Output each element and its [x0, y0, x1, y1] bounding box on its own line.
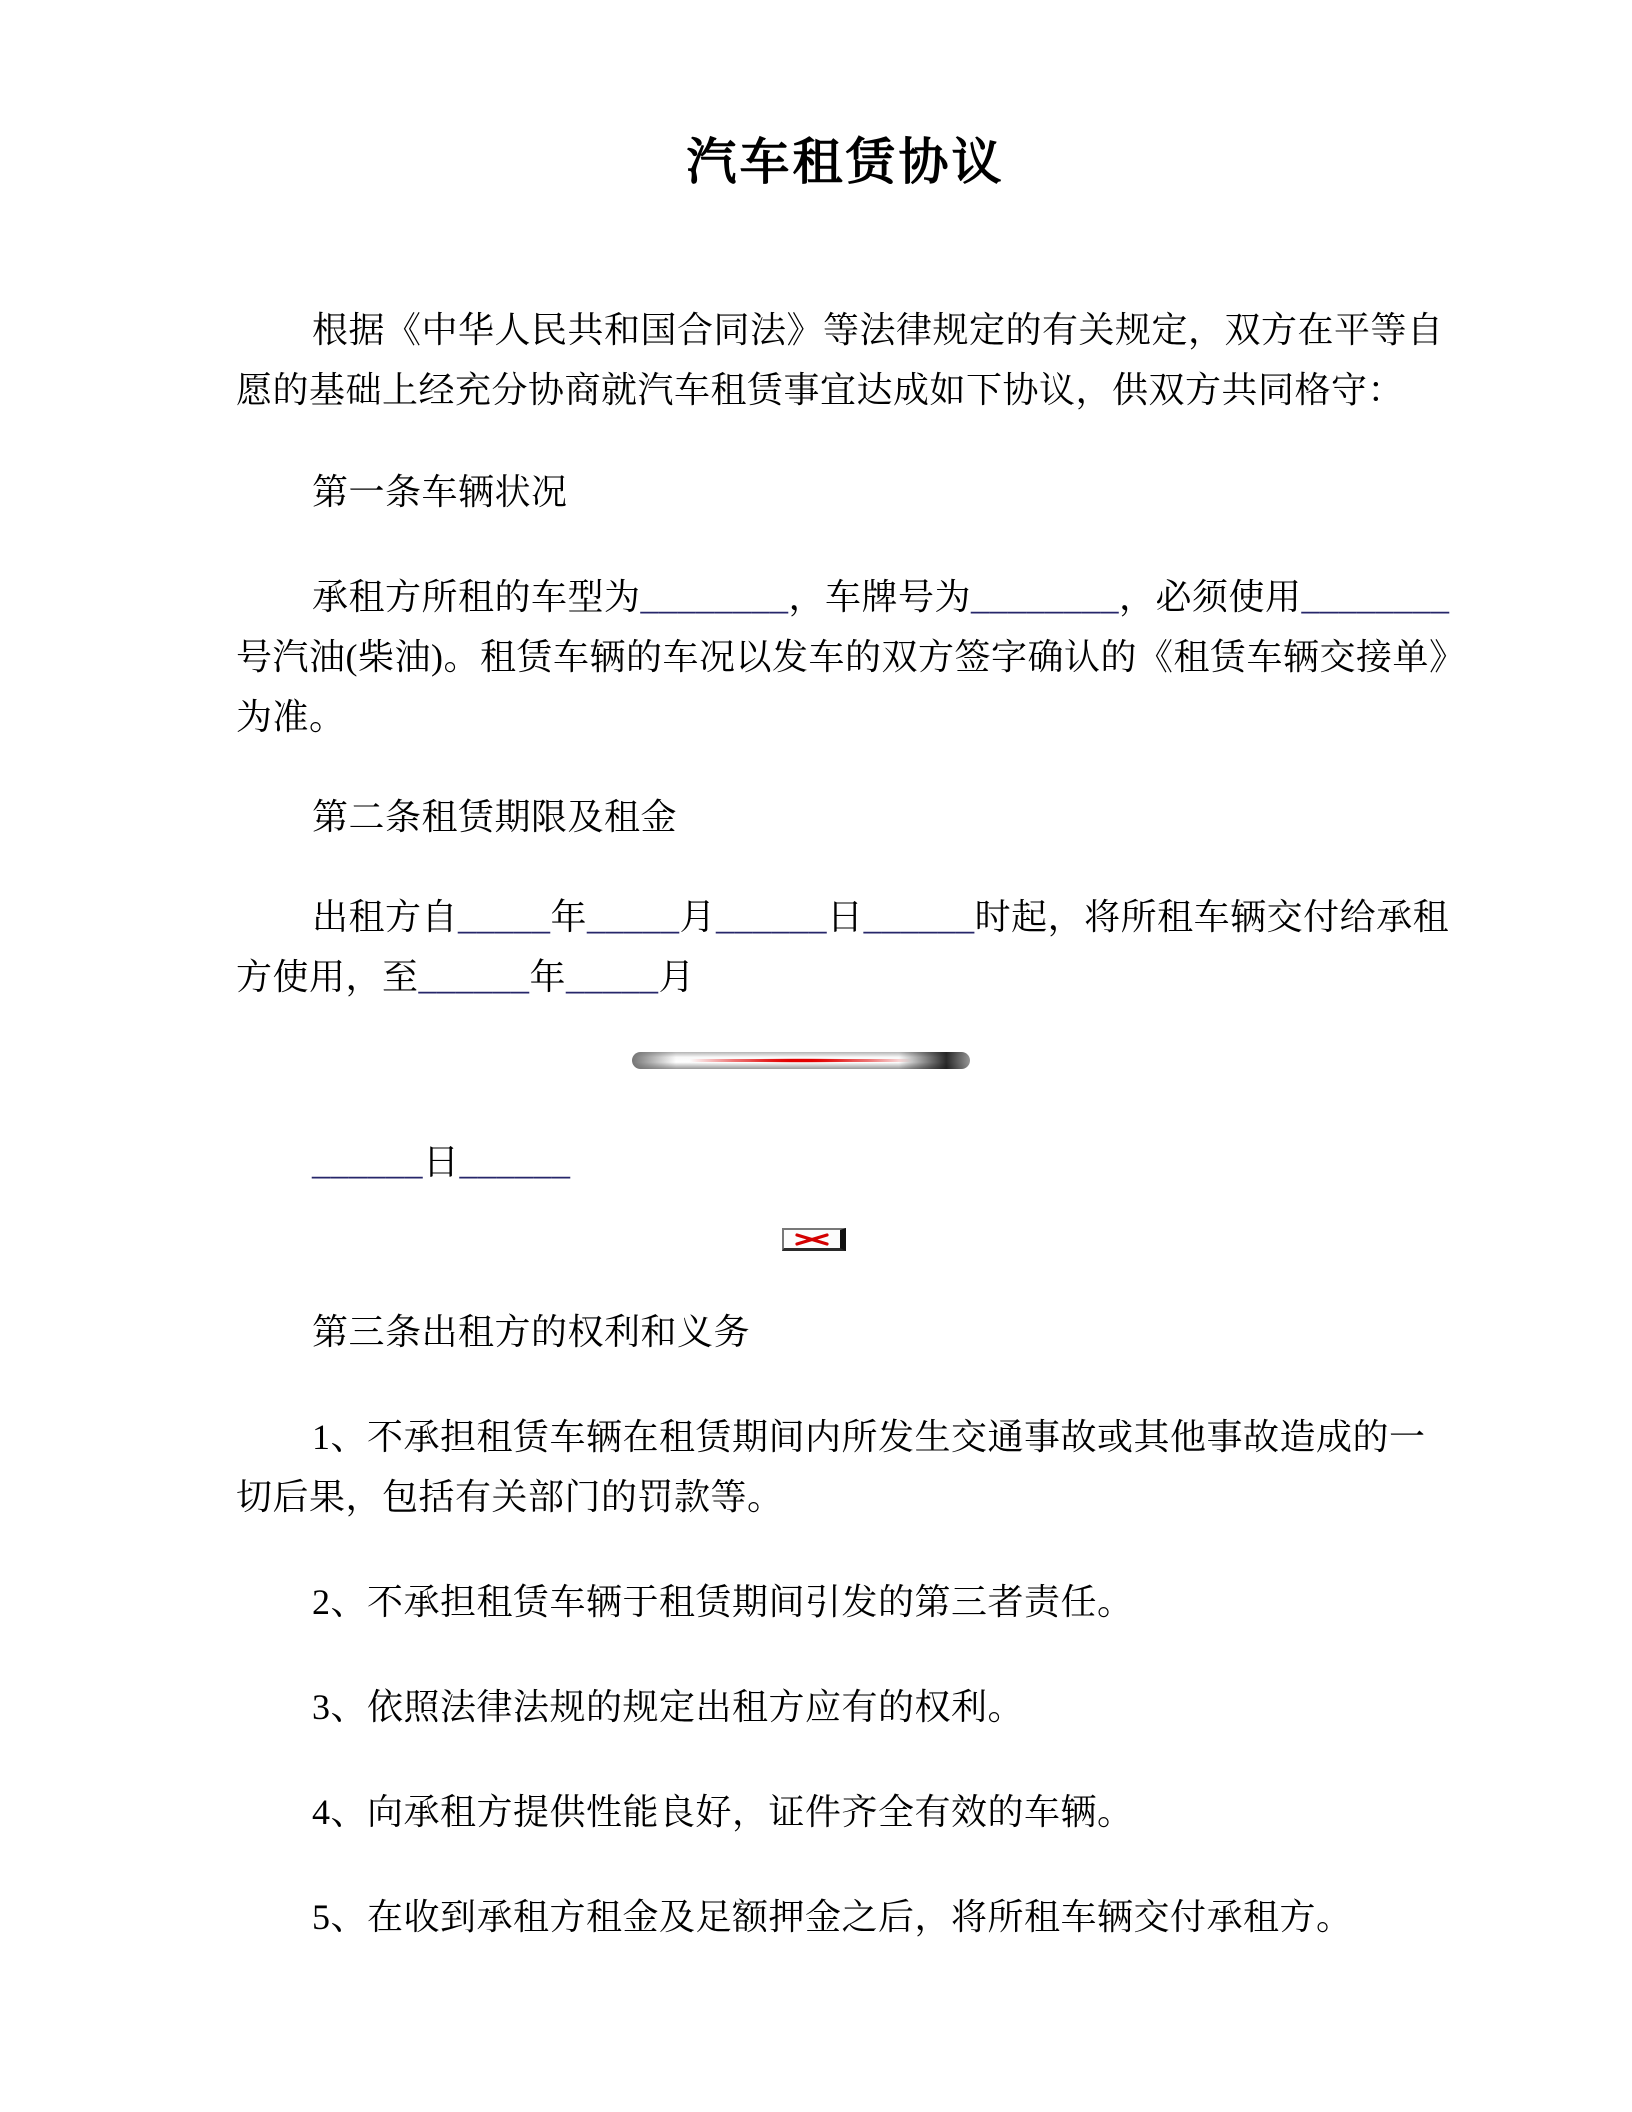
text-run: 月 — [679, 897, 717, 937]
article-2-body — [236, 887, 1455, 1007]
blank-underline: ______ — [716, 897, 828, 937]
article-3-item-2: 2、不承担租赁车辆于租赁期间引发的第三者责任。 — [312, 1582, 1134, 1622]
text-run: 年 — [529, 957, 567, 997]
text-run: ，车牌号为 — [788, 577, 972, 617]
broken-image-icon — [782, 1228, 846, 1251]
broken-image-row — [782, 1228, 846, 1251]
article-3-item-5: 5、在收到承租方租金及足额押金之后，将所租车辆交付承租方。 — [312, 1897, 1353, 1937]
text-run: 日 — [423, 1142, 460, 1182]
blank-underline: ________ — [640, 577, 789, 617]
article-1-heading: 第一条车辆状况 — [312, 472, 568, 512]
blank-underline: ______ — [418, 957, 530, 997]
blank-underline: ______ — [459, 1142, 571, 1182]
blank-underline: _____ — [566, 957, 659, 997]
text-run: 出租方自 — [312, 897, 459, 937]
text-run: 年 — [550, 897, 588, 937]
text-run: 日 — [827, 897, 864, 937]
section-divider-graphic — [632, 1052, 970, 1069]
red-x-icon — [794, 1233, 830, 1246]
blank-underline: _____ — [587, 897, 680, 937]
blank-underline: ________ — [1301, 577, 1450, 617]
page-title: 汽车租赁协议 — [686, 134, 1005, 190]
article-3-item-4: 4、向承租方提供性能良好，证件齐全有效的车辆。 — [312, 1792, 1134, 1832]
intro-paragraph: 根据《中华人民共和国合同法》等法律规定的有关规定，双方在平等自愿的基础上经充分协商就汽车租赁事宜达成如下协议，供双方共同格守： — [236, 310, 1444, 410]
article-3-item-1: 1、不承担租赁车辆在租赁期间内所发生交通事故或其他事故造成的一切后果，包括有关部门的罚款等。 — [236, 1417, 1426, 1517]
article-1-body — [236, 567, 1455, 747]
blank-underline: ________ — [971, 577, 1120, 617]
article-2-continuation — [236, 1132, 1455, 1192]
blank-underline: ______ — [863, 897, 975, 937]
article-2-heading: 第二条租赁期限及租金 — [312, 797, 678, 837]
blank-underline: ______ — [312, 1142, 423, 1182]
text-run: 承租方所租的车型为 — [312, 577, 641, 617]
text-run: ，必须使用 — [1119, 577, 1302, 617]
text-run: 时起，将所租车辆交付给承租方使用，至 — [236, 897, 1450, 997]
blank-underline: _____ — [458, 897, 551, 937]
article-3-item-3: 3、依照法律法规的规定出租方应有的权利。 — [312, 1687, 1025, 1727]
text-run: 月 — [658, 957, 696, 997]
text-run: 号汽油(柴油)。租赁车辆的车况以发车的双方签字确认的《租赁车辆交接单》为准。 — [236, 637, 1448, 737]
article-3-heading: 第三条出租方的权利和义务 — [312, 1312, 751, 1352]
